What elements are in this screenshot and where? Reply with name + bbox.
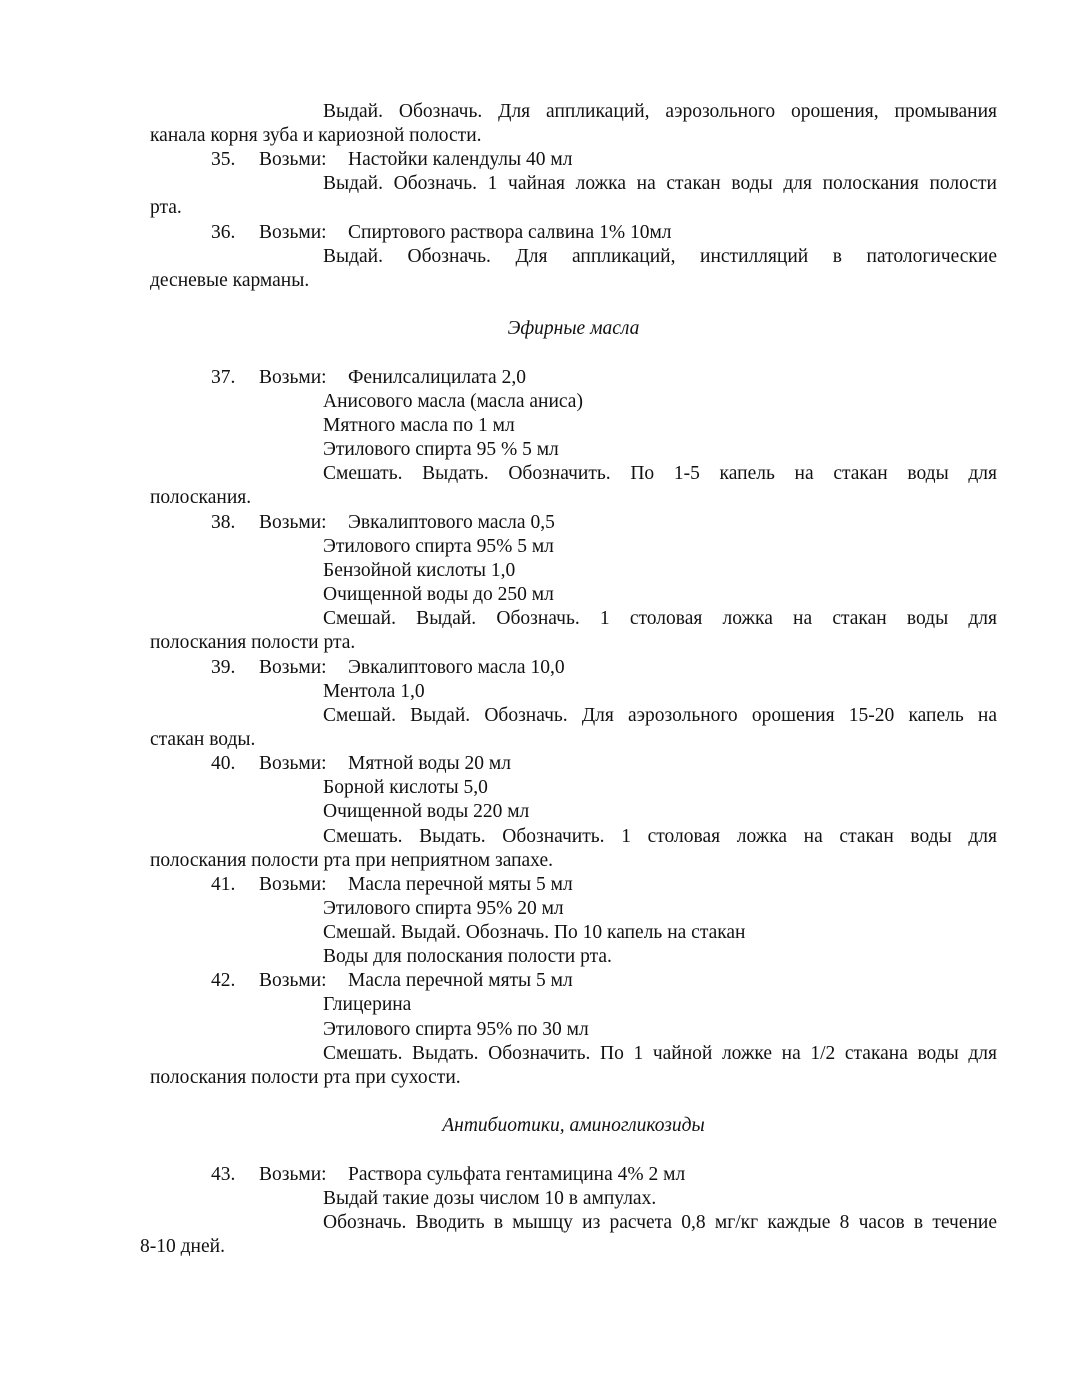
text-line: Глицерина: [323, 994, 412, 1015]
item-number: 35.: [211, 149, 236, 170]
section-heading: Эфирные масла: [507, 318, 640, 339]
recipe-keyword: Возьми:: [259, 970, 327, 991]
text-line: Фенилсалицилата 2,0: [348, 367, 526, 388]
section-heading: Антибиотики, аминогликозиды: [442, 1115, 705, 1136]
recipe-keyword: Возьми:: [259, 149, 327, 170]
text-line: Масла перечной мяты 5 мл: [348, 874, 573, 895]
text-line: Обозначь. Вводить в мышцу из расчета 0,8 мг/кг каждые 8 часов в течение: [323, 1212, 997, 1233]
text-line: Смешай. Выдай. Обозначь. Для аэрозольного орошения 15-20 капель на: [323, 705, 997, 726]
text-line: Выдай такие дозы числом 10 в ампулах.: [323, 1188, 657, 1209]
recipe-keyword: Возьми:: [259, 512, 327, 533]
text-line: полоскания полости рта.: [150, 632, 356, 653]
recipe-keyword: Возьми:: [259, 1164, 327, 1185]
text-line: полоскания полости рта при неприятном запахе.: [150, 850, 553, 871]
text-line: Борной кислоты 5,0: [323, 777, 488, 798]
text-line: Раствора сульфата гентамицина 4% 2 мл: [348, 1164, 686, 1185]
recipe-keyword: Возьми:: [259, 367, 327, 388]
text-line: полоскания.: [150, 487, 252, 508]
item-number: 36.: [211, 222, 236, 243]
text-line: Эвкалиптового масла 0,5: [348, 512, 555, 533]
text-line: Настойки календулы 40 мл: [348, 149, 573, 170]
text-line: Мятного масла по 1 мл: [323, 415, 515, 436]
item-number: 39.: [211, 657, 236, 678]
text-line: Выдай. Обозначь. 1 чайная ложка на стакан воды для полоскания полости: [323, 173, 997, 194]
text-line: Выдай. Обозначь. Для аппликаций, аэрозольного орошения, промывания: [323, 101, 997, 122]
item-number: 43.: [211, 1164, 236, 1185]
text-line: канала корня зуба и кариозной полости.: [150, 125, 482, 146]
text-line: Смешать. Выдать. Обозначить. По 1-5 капель на стакан воды для: [323, 463, 997, 484]
item-number: 42.: [211, 970, 236, 991]
text-line: Смешай. Выдай. Обозначь. По 10 капель на стакан: [323, 922, 746, 943]
recipe-keyword: Возьми:: [259, 222, 327, 243]
text-line: Ментола 1,0: [323, 681, 425, 702]
text-line: Спиртового раствора салвина 1% 10мл: [348, 222, 672, 243]
text-line: Масла перечной мяты 5 мл: [348, 970, 573, 991]
text-line: Смешай. Выдай. Обозначь. 1 столовая ложка на стакан воды для: [323, 608, 997, 629]
item-number: 40.: [211, 753, 236, 774]
text-line: Бензойной кислоты 1,0: [323, 560, 516, 581]
text-line: Воды для полоскания полости рта.: [323, 946, 612, 967]
item-number: 41.: [211, 874, 236, 895]
text-line: полоскания полости рта при сухости.: [150, 1067, 461, 1088]
text-line: Эвкалиптового масла 10,0: [348, 657, 565, 678]
text-line: Этилового спирта 95 % 5 мл: [323, 439, 559, 460]
text-line: Мятной воды 20 мл: [348, 753, 511, 774]
recipe-keyword: Возьми:: [259, 753, 327, 774]
text-line: десневые карманы.: [150, 270, 310, 291]
text-line: Анисового масла (масла аниса): [323, 391, 583, 412]
recipe-keyword: Возьми:: [259, 657, 327, 678]
text-line: 8-10 дней.: [140, 1236, 225, 1257]
text-line: Этилового спирта 95% 20 мл: [323, 898, 564, 919]
text-line: Этилового спирта 95% 5 мл: [323, 536, 554, 557]
text-line: Выдай. Обозначь. Для аппликаций, инстилляций в патологические: [323, 246, 997, 267]
text-line: Этилового спирта 95% по 30 мл: [323, 1019, 589, 1040]
text-line: стакан воды.: [150, 729, 256, 750]
item-number: 37.: [211, 367, 236, 388]
text-line: рта.: [150, 197, 182, 218]
item-number: 38.: [211, 512, 236, 533]
text-line: Смешать. Выдать. Обозначить. По 1 чайной ложке на 1/2 стакана воды для: [323, 1043, 997, 1064]
recipe-keyword: Возьми:: [259, 874, 327, 895]
text-line: Очищенной воды 220 мл: [323, 801, 530, 822]
text-line: Смешать. Выдать. Обозначить. 1 столовая ложка на стакан воды для: [323, 826, 997, 847]
text-line: Очищенной воды до 250 мл: [323, 584, 554, 605]
